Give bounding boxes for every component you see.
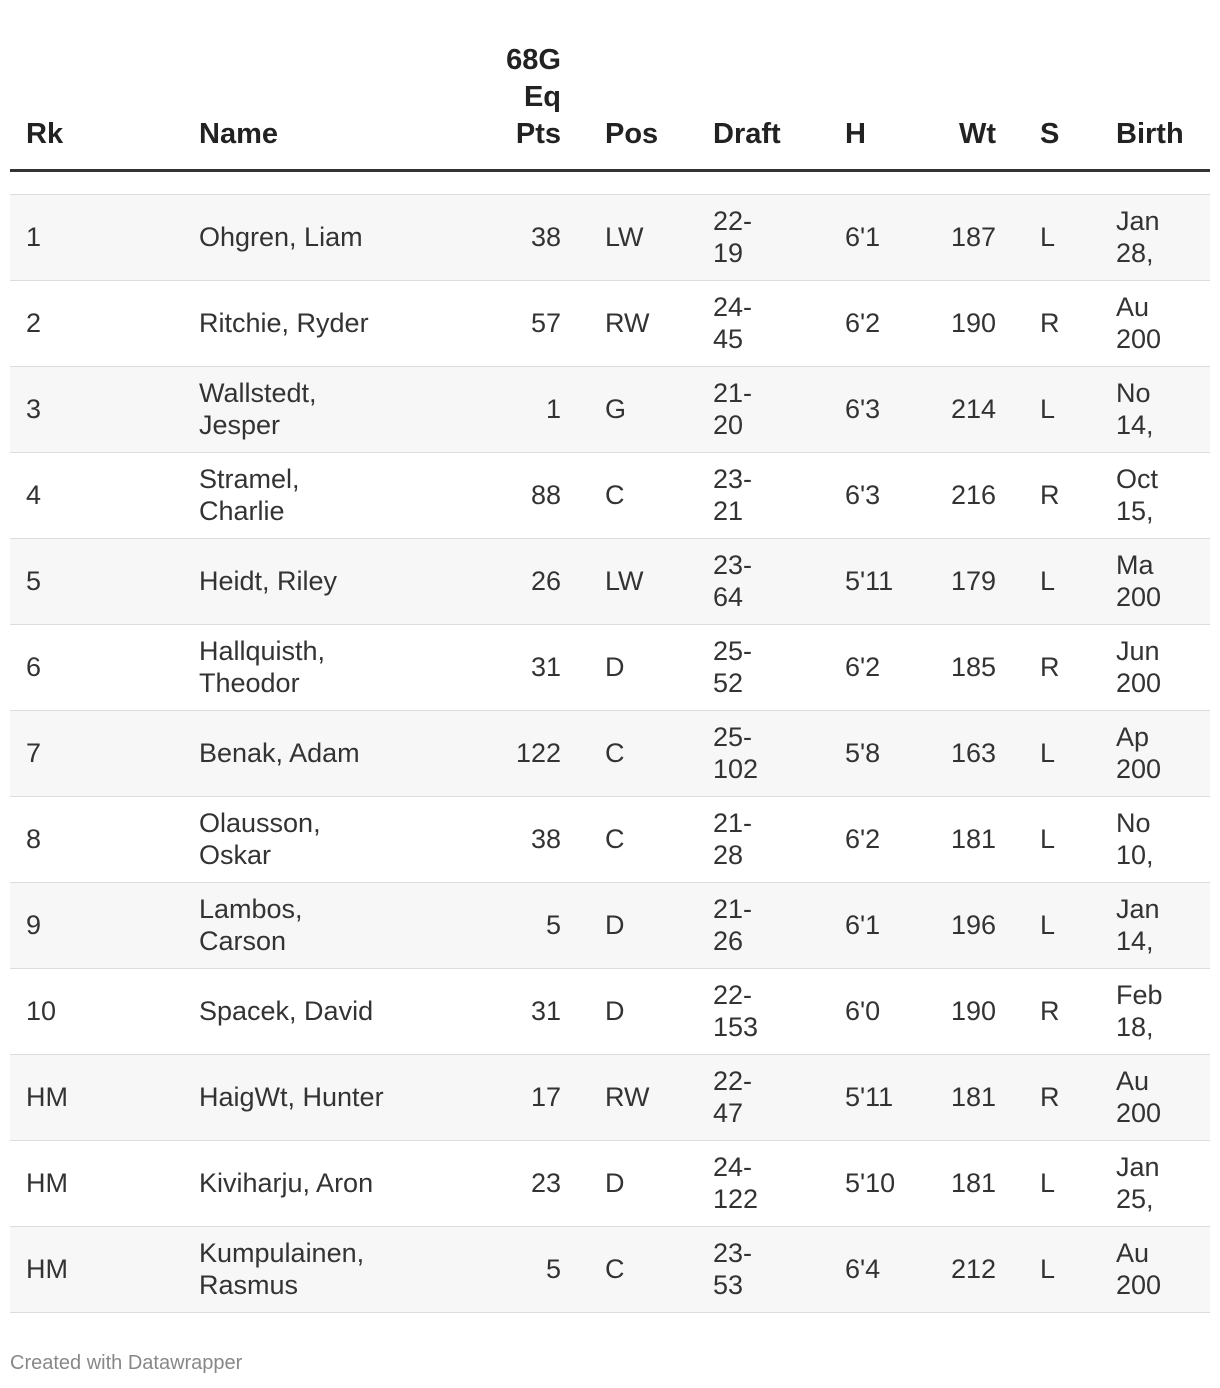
cell-h: 6'2: [829, 796, 929, 882]
cell-birth: Oct 15,: [1100, 452, 1210, 538]
cell-draft: 24-122: [697, 1140, 829, 1226]
cell-wt: 181: [929, 1140, 1024, 1226]
cell-name: Lambos, Carson: [183, 882, 450, 968]
cell-rk: 7: [10, 710, 183, 796]
cell-h: 6'1: [829, 194, 929, 280]
cell-h: 5'11: [829, 1054, 929, 1140]
cell-wt: 190: [929, 280, 1024, 366]
cell-wt: 187: [929, 194, 1024, 280]
cell-pts: 5: [450, 882, 589, 968]
table-row: [10, 624, 1210, 710]
cell-name: Olausson, Oskar: [183, 796, 450, 882]
cell-draft: 21-20: [697, 366, 829, 452]
cell-draft: 25-52: [697, 624, 829, 710]
cell-pos: D: [589, 968, 697, 1054]
cell-pts: 31: [450, 624, 589, 710]
table-row: [10, 710, 1210, 796]
cell-s: L: [1024, 1140, 1100, 1226]
cell-birth: Jan 28,: [1100, 194, 1210, 280]
cell-name: Stramel, Charlie: [183, 452, 450, 538]
cell-draft: 22-47: [697, 1054, 829, 1140]
cell-pos: RW: [589, 280, 697, 366]
cell-pts: 57: [450, 280, 589, 366]
cell-pos: C: [589, 796, 697, 882]
cell-draft: 23-53: [697, 1226, 829, 1312]
cell-rk: HM: [10, 1140, 183, 1226]
cell-rk: 2: [10, 280, 183, 366]
cell-birth: Jan 25,: [1100, 1140, 1210, 1226]
cell-name: Kumpulainen, Rasmus: [183, 1226, 450, 1312]
cell-draft: 24-45: [697, 280, 829, 366]
cell-h: 5'11: [829, 538, 929, 624]
table-row: [10, 968, 1210, 1054]
table-row: [10, 538, 1210, 624]
cell-birth: Au 200: [1100, 1226, 1210, 1312]
cell-h: 6'0: [829, 968, 929, 1054]
cell-s: L: [1024, 538, 1100, 624]
header-s[interactable]: S: [1024, 0, 1100, 170]
header-row: [10, 0, 1210, 170]
header-spacer-row: [10, 170, 1210, 194]
cell-birth: Jan 14,: [1100, 882, 1210, 968]
cell-h: 5'10: [829, 1140, 929, 1226]
header-name[interactable]: Name: [183, 0, 450, 170]
table-row: [10, 1054, 1210, 1140]
cell-pts: 1: [450, 366, 589, 452]
cell-rk: 3: [10, 366, 183, 452]
cell-s: L: [1024, 194, 1100, 280]
cell-name: Wallstedt, Jesper: [183, 366, 450, 452]
cell-s: L: [1024, 882, 1100, 968]
table-row: [10, 1226, 1210, 1312]
cell-rk: 10: [10, 968, 183, 1054]
header-rk[interactable]: Rk: [10, 0, 183, 170]
table-row: [10, 194, 1210, 280]
cell-draft: 22-19: [697, 194, 829, 280]
cell-draft: 23-21: [697, 452, 829, 538]
cell-wt: 185: [929, 624, 1024, 710]
cell-birth: Ma 200: [1100, 538, 1210, 624]
cell-h: 6'4: [829, 1226, 929, 1312]
cell-pos: C: [589, 710, 697, 796]
cell-h: 6'1: [829, 882, 929, 968]
cell-h: 5'8: [829, 710, 929, 796]
cell-pts: 26: [450, 538, 589, 624]
cell-rk: 4: [10, 452, 183, 538]
cell-s: L: [1024, 1226, 1100, 1312]
cell-pos: LW: [589, 194, 697, 280]
cell-wt: 163: [929, 710, 1024, 796]
cell-pos: RW: [589, 1054, 697, 1140]
cell-birth: No 14,: [1100, 366, 1210, 452]
header-wt[interactable]: Wt: [929, 0, 1024, 170]
cell-pts: 122: [450, 710, 589, 796]
header-pos[interactable]: Pos: [589, 0, 697, 170]
cell-pos: D: [589, 1140, 697, 1226]
spacer-cell: [10, 170, 1210, 194]
cell-wt: 181: [929, 1054, 1024, 1140]
cell-pos: C: [589, 1226, 697, 1312]
cell-name: Spacek, David: [183, 968, 450, 1054]
cell-rk: 6: [10, 624, 183, 710]
header-birth[interactable]: Birth: [1100, 0, 1210, 170]
cell-birth: Feb 18,: [1100, 968, 1210, 1054]
cell-draft: 25-102: [697, 710, 829, 796]
cell-pts: 38: [450, 194, 589, 280]
cell-s: L: [1024, 366, 1100, 452]
cell-rk: HM: [10, 1226, 183, 1312]
cell-wt: 214: [929, 366, 1024, 452]
cell-name: Heidt, Riley: [183, 538, 450, 624]
cell-pts: 5: [450, 1226, 589, 1312]
datawrapper-credit[interactable]: Created with Datawrapper: [10, 1352, 243, 1374]
cell-rk: 5: [10, 538, 183, 624]
header-pts[interactable]: 68G Eq Pts: [450, 0, 589, 170]
cell-s: R: [1024, 624, 1100, 710]
cell-s: R: [1024, 1054, 1100, 1140]
cell-name: Ohgren, Liam: [183, 194, 450, 280]
cell-wt: 181: [929, 796, 1024, 882]
table-row: [10, 1140, 1210, 1226]
cell-wt: 216: [929, 452, 1024, 538]
prospect-table: [10, 0, 1210, 1313]
cell-pts: 23: [450, 1140, 589, 1226]
cell-pos: D: [589, 624, 697, 710]
cell-rk: HM: [10, 1054, 183, 1140]
cell-name: Ritchie, Ryder: [183, 280, 450, 366]
cell-s: R: [1024, 968, 1100, 1054]
cell-draft: 21-28: [697, 796, 829, 882]
cell-pts: 88: [450, 452, 589, 538]
cell-birth: Au 200: [1100, 1054, 1210, 1140]
header-draft[interactable]: Draft: [697, 0, 829, 170]
table-row: [10, 280, 1210, 366]
cell-h: 6'3: [829, 366, 929, 452]
cell-pts: 31: [450, 968, 589, 1054]
cell-birth: Jun 200: [1100, 624, 1210, 710]
cell-name: Kiviharju, Aron: [183, 1140, 450, 1226]
cell-pos: D: [589, 882, 697, 968]
table-row: [10, 366, 1210, 452]
cell-pos: LW: [589, 538, 697, 624]
table-header: [10, 0, 1210, 170]
cell-pts: 17: [450, 1054, 589, 1140]
cell-s: L: [1024, 710, 1100, 796]
prospect-table-container: [10, 0, 1210, 1313]
cell-birth: Au 200: [1100, 280, 1210, 366]
cell-wt: 196: [929, 882, 1024, 968]
cell-rk: 9: [10, 882, 183, 968]
cell-h: 6'2: [829, 280, 929, 366]
cell-pts: 38: [450, 796, 589, 882]
table-row: [10, 452, 1210, 538]
cell-birth: Ap 200: [1100, 710, 1210, 796]
cell-draft: 22-153: [697, 968, 829, 1054]
cell-wt: 179: [929, 538, 1024, 624]
cell-s: R: [1024, 280, 1100, 366]
table-body: [10, 170, 1210, 1312]
cell-birth: No 10,: [1100, 796, 1210, 882]
cell-s: L: [1024, 796, 1100, 882]
header-h[interactable]: H: [829, 0, 929, 170]
cell-h: 6'2: [829, 624, 929, 710]
table-row: [10, 796, 1210, 882]
cell-rk: 1: [10, 194, 183, 280]
cell-s: R: [1024, 452, 1100, 538]
cell-draft: 21-26: [697, 882, 829, 968]
cell-pos: G: [589, 366, 697, 452]
cell-h: 6'3: [829, 452, 929, 538]
cell-name: Hallquisth, Theodor: [183, 624, 450, 710]
cell-name: HaigWt, Hunter: [183, 1054, 450, 1140]
cell-pos: C: [589, 452, 697, 538]
cell-draft: 23-64: [697, 538, 829, 624]
cell-wt: 190: [929, 968, 1024, 1054]
cell-rk: 8: [10, 796, 183, 882]
cell-wt: 212: [929, 1226, 1024, 1312]
table-row: [10, 882, 1210, 968]
cell-name: Benak, Adam: [183, 710, 450, 796]
